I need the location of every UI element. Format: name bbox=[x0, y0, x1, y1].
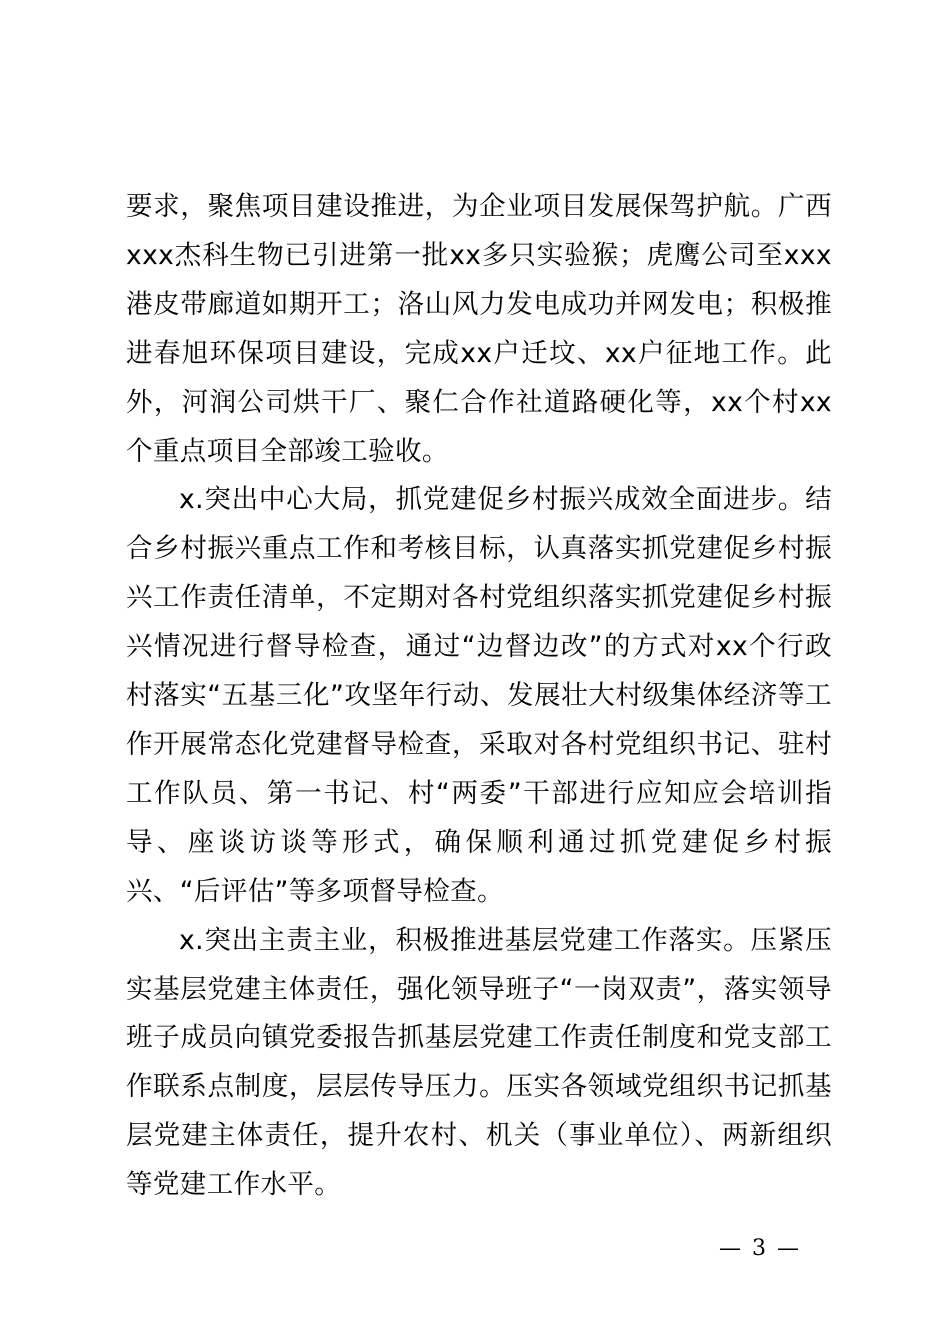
paragraph-rural-revitalization: x.突出中心大局，抓党建促乡村振兴成效全面进步。结合乡村振兴重点工作和考核目标，认真落实抓党建促乡村振兴工作责任清单，不定期对各村党组织落实抓党建促乡村振兴情况进行督导检查，通过“边督边改”的方式对xx个行政村落实“五基三化”攻坚年行动、发展壮大村级集体经济等工作开展常态化党建督导检查，采取对各村党组织书记、驻村工作队员、第一书记、村“两委”干部进行应知应会培训指导、座谈访谈等形式，确保顺利通过抓党建促乡村振兴、“后评估”等多项督导检查。 bbox=[126, 484, 832, 907]
paragraph-project-construction: 要求，聚焦项目建设推进，为企业项目发展保驾护航。广西xxx杰科生物已引进第一批xx多只实验猴；虎鹰公司至xxx港皮带廊道如期开工；洛山风力发电成功并网发电；积极推进春旭环保项目建设，完成xx户迁坟、xx户征地工作。此外，河润公司烘干厂、聚仁合作社道路硬化等，xx个村xx个重点项目全部竣工验收。 bbox=[126, 191, 832, 467]
paragraph-grassroots-party-building: x.突出主责主业，积极推进基层党建工作落实。压紧压实基层党建主体责任，强化领导班子“一岗双责”，落实领导班子成员向镇党委报告抓基层党建工作责任制度和党支部工作联系点制度，层层传导压力。压实各领域党组织书记抓基层党建主体责任，提升农村、机关（事业单位）、两新组织等党建工作水平。 bbox=[126, 924, 832, 1201]
document-body bbox=[126, 183, 832, 1210]
page-number: — 3 — bbox=[719, 1236, 801, 1261]
